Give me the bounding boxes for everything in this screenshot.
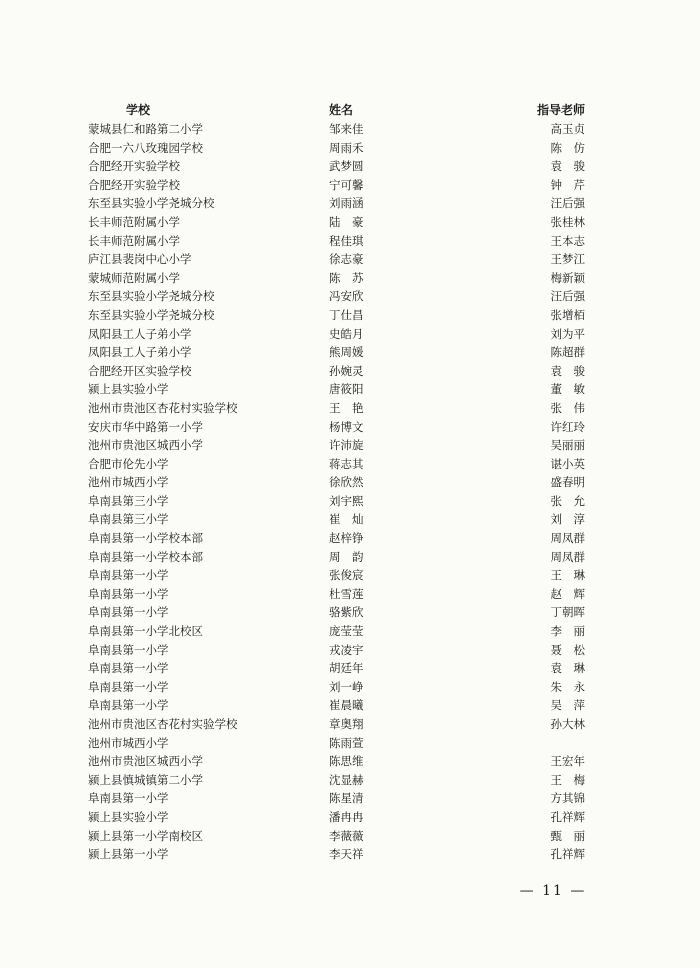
table-row [0, 622, 700, 641]
table-row [0, 250, 700, 269]
teacher-cell: 董 敏 [550, 382, 585, 397]
table-row [0, 566, 700, 585]
school-cell: 颍上县慎城镇第二小学 [88, 772, 203, 787]
teacher-cell: 王 梅 [550, 772, 585, 787]
table-row [0, 827, 700, 846]
school-cell: 凤阳县工人子弟小学 [88, 345, 192, 360]
school-cell: 蒙城师范附属小学 [88, 270, 180, 285]
teacher-cell: 周凤群 [550, 549, 585, 564]
teacher-cell: 汪后强 [550, 196, 585, 211]
name-cell: 邹来佳 [329, 122, 364, 136]
teacher-cell: 王梦江 [550, 252, 585, 267]
teacher-cell: 谌小英 [550, 456, 585, 471]
table-row [0, 641, 700, 660]
school-cell: 东至县实验小学尧城分校 [88, 307, 215, 322]
teacher-cell: 汪后强 [550, 289, 585, 304]
school-cell: 池州市贵池区杏花村实验学校 [88, 400, 238, 415]
school-cell: 池州市城西小学 [88, 475, 169, 490]
table-row [0, 808, 700, 827]
teacher-cell: 袁 琳 [550, 661, 585, 676]
table-row [0, 380, 700, 399]
school-cell: 颍上县实验小学 [88, 382, 169, 397]
school-cell: 合肥一六八玫瑰园学校 [88, 140, 203, 155]
teacher-cell: 钟 芹 [550, 177, 585, 192]
table-row [0, 845, 700, 864]
school-cell: 长丰师范附属小学 [88, 214, 180, 229]
name-cell: 周 韵 [329, 549, 364, 564]
page-number: — 11 — [519, 883, 587, 899]
school-cell: 阜南县第一小学校本部 [88, 531, 203, 546]
name-cell: 刘雨涵 [329, 196, 364, 211]
name-cell: 潘冉冉 [329, 809, 364, 824]
teacher-cell: 李 丽 [550, 624, 585, 639]
name-cell: 武梦圆 [329, 159, 364, 174]
name-cell: 戎凌宇 [329, 642, 364, 657]
school-cell: 东至县实验小学尧城分校 [88, 289, 215, 304]
table-row [0, 734, 700, 753]
name-cell: 杨博文 [329, 419, 364, 434]
school-cell: 阜南县第一小学 [88, 605, 169, 620]
table-row [0, 120, 700, 139]
name-cell: 崔晨曦 [329, 698, 364, 713]
table-row [0, 343, 700, 362]
award-list [0, 120, 700, 864]
name-cell: 孙婉灵 [329, 363, 364, 378]
name-cell: 胡廷年 [329, 661, 364, 676]
teacher-cell: 许红玲 [550, 419, 585, 434]
name-cell: 陈 苏 [329, 270, 364, 285]
teacher-cell: 孙大林 [550, 717, 585, 731]
table-row [0, 287, 700, 306]
name-cell: 沈显赫 [329, 772, 364, 787]
name-cell: 熊周媛 [329, 345, 364, 360]
table-row [0, 232, 700, 251]
name-cell: 李天祥 [329, 847, 364, 862]
name-cell: 章奥翔 [329, 717, 364, 731]
table-row [0, 157, 700, 176]
name-cell: 蒋志其 [329, 456, 364, 471]
teacher-cell: 王本志 [550, 233, 585, 248]
teacher-cell: 张桂林 [550, 214, 585, 229]
table-row [0, 139, 700, 158]
table-row [0, 492, 700, 511]
teacher-cell: 刘为平 [550, 326, 585, 341]
header-name: 姓名 [329, 103, 354, 117]
name-cell: 刘宇熙 [329, 493, 364, 508]
teacher-cell: 丁朝晖 [550, 605, 585, 620]
name-cell: 王 艳 [329, 400, 364, 415]
school-cell: 安庆市华中路第一小学 [88, 419, 203, 434]
teacher-cell: 周凤群 [550, 531, 585, 546]
school-cell: 蒙城县仁和路第二小学 [88, 122, 203, 136]
table-row [0, 510, 700, 529]
table-row [0, 306, 700, 325]
table-row [0, 399, 700, 418]
teacher-cell: 张 伟 [550, 400, 585, 415]
school-cell: 合肥经开区实验学校 [88, 363, 192, 378]
teacher-cell: 梅新颖 [550, 270, 585, 285]
table-row [0, 473, 700, 492]
teacher-cell: 王宏年 [550, 754, 585, 769]
table-row [0, 603, 700, 622]
teacher-cell: 袁 骏 [550, 363, 585, 378]
school-cell: 合肥经开实验学校 [88, 177, 180, 192]
name-cell: 宁可馨 [329, 177, 364, 192]
name-cell: 程佳琪 [329, 233, 364, 248]
school-cell: 合肥经开实验学校 [88, 159, 180, 174]
school-cell: 阜南县第一小学北校区 [88, 624, 203, 639]
table-row [0, 678, 700, 697]
teacher-cell: 王 琳 [550, 568, 585, 583]
school-cell: 池州市城西小学 [88, 735, 169, 750]
school-cell: 阜南县第三小学 [88, 512, 169, 527]
name-cell: 陈思维 [329, 754, 364, 769]
table-row [0, 548, 700, 567]
table-row [0, 362, 700, 381]
table-row [0, 436, 700, 455]
school-cell: 阜南县第一小学 [88, 698, 169, 713]
school-cell: 长丰师范附属小学 [88, 233, 180, 248]
name-cell: 丁仕昌 [329, 307, 364, 322]
table-row [0, 455, 700, 474]
school-cell: 庐江县裴岗中心小学 [88, 252, 192, 267]
school-cell: 凤阳县工人子弟小学 [88, 326, 192, 341]
table-row [0, 325, 700, 344]
name-cell: 徐志豪 [329, 252, 364, 267]
name-cell: 骆紫欣 [329, 605, 364, 620]
table-row [0, 418, 700, 437]
name-cell: 唐筱阳 [329, 382, 364, 397]
school-cell: 合肥市伦先小学 [88, 456, 169, 471]
teacher-cell: 孔祥辉 [550, 809, 585, 824]
teacher-cell: 盛春明 [550, 475, 585, 490]
school-cell: 阜南县第一小学校本部 [88, 549, 203, 564]
table-row [0, 269, 700, 288]
school-cell: 阜南县第一小学 [88, 586, 169, 601]
teacher-cell: 刘 淳 [550, 512, 585, 527]
school-cell: 阜南县第一小学 [88, 679, 169, 694]
school-cell: 阜南县第三小学 [88, 493, 169, 508]
header-school: 学校 [126, 103, 151, 117]
name-cell: 史皓月 [329, 326, 364, 341]
teacher-cell: 陈 仿 [550, 140, 585, 155]
school-cell: 阜南县第一小学 [88, 661, 169, 676]
teacher-cell: 吴 萍 [550, 698, 585, 713]
header-teacher: 指导老师 [536, 103, 585, 117]
school-cell: 池州市贵池区城西小学 [88, 438, 203, 453]
name-cell: 许沛旋 [329, 438, 364, 453]
table-row [0, 659, 700, 678]
teacher-cell: 方其锦 [550, 791, 585, 806]
table-row [0, 752, 700, 771]
teacher-cell: 张增栢 [550, 307, 585, 322]
name-cell: 冯安欣 [329, 289, 364, 304]
teacher-cell: 聂 松 [550, 642, 585, 657]
name-cell: 陆 豪 [329, 214, 364, 229]
table-row [0, 789, 700, 808]
table-header [0, 101, 700, 121]
teacher-cell: 甄 丽 [550, 828, 585, 843]
school-cell: 东至县实验小学尧城分校 [88, 196, 215, 211]
table-row [0, 529, 700, 548]
name-cell: 张俊宸 [329, 568, 364, 583]
school-cell: 阜南县第一小学 [88, 791, 169, 806]
teacher-cell: 袁 骏 [550, 159, 585, 174]
table-row [0, 696, 700, 715]
school-cell: 阜南县第一小学 [88, 642, 169, 657]
teacher-cell: 高玉贞 [550, 122, 585, 136]
name-cell: 刘一峥 [329, 679, 364, 694]
teacher-cell: 张 允 [550, 493, 585, 508]
teacher-cell: 吴丽丽 [550, 438, 585, 453]
teacher-cell: 赵 辉 [550, 586, 585, 601]
school-cell: 阜南县第一小学 [88, 568, 169, 583]
school-cell: 池州市贵池区杏花村实验学校 [88, 717, 238, 731]
name-cell: 陈星清 [329, 791, 364, 806]
name-cell: 崔 灿 [329, 512, 364, 527]
table-row [0, 213, 700, 232]
school-cell: 颍上县实验小学 [88, 809, 169, 824]
name-cell: 李薇薇 [329, 828, 364, 843]
school-cell: 池州市贵池区城西小学 [88, 754, 203, 769]
table-row [0, 715, 700, 734]
name-cell: 徐欣然 [329, 475, 364, 490]
name-cell: 周雨禾 [329, 140, 364, 155]
teacher-cell: 朱 永 [550, 679, 585, 694]
table-row [0, 194, 700, 213]
name-cell: 赵梓铮 [329, 531, 364, 546]
table-row [0, 176, 700, 195]
school-cell: 颍上县第一小学 [88, 847, 169, 862]
teacher-cell: 陈超群 [550, 345, 585, 360]
table-row [0, 771, 700, 790]
name-cell: 庞莹莹 [329, 624, 364, 639]
name-cell: 陈雨萱 [329, 735, 364, 750]
teacher-cell: 孔祥辉 [550, 847, 585, 862]
table-row [0, 585, 700, 604]
school-cell: 颍上县第一小学南校区 [88, 828, 203, 843]
name-cell: 杜雪莲 [329, 586, 364, 601]
